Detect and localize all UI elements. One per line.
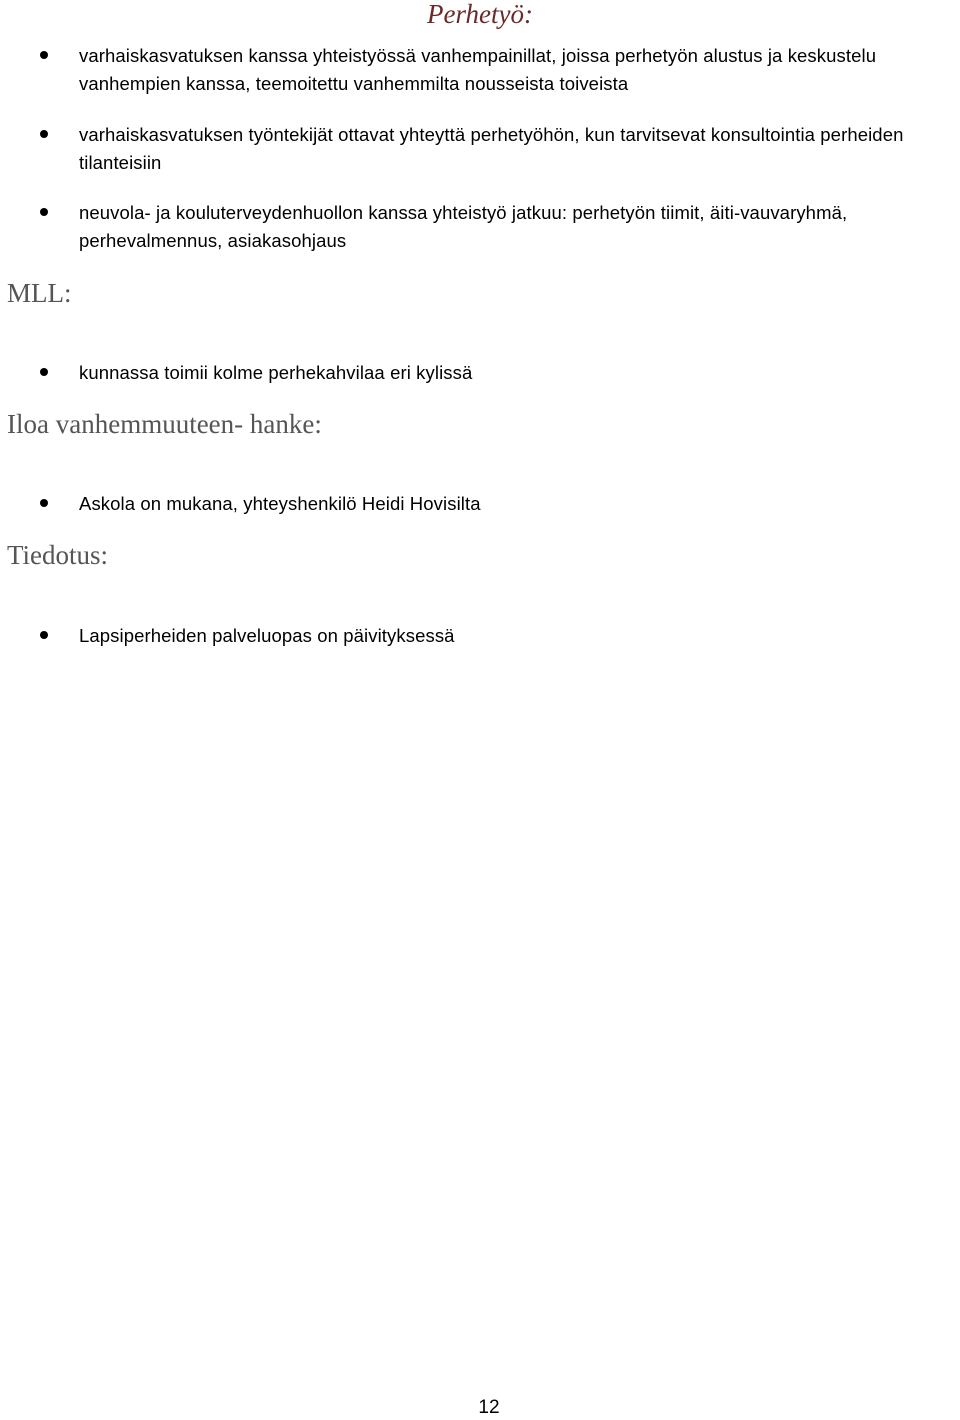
bullet-icon: [40, 368, 48, 376]
section-heading-perhetyo: Perhetyö:: [427, 0, 533, 29]
page-number: 12: [478, 1397, 500, 1418]
list-item-text: neuvola- ja kouluterveydenhuollon kanssa yhteistyö jatkuu: perhetyön tiimit, äiti-vauvaryhmä, perhevalmennus, asiakasohjaus: [79, 202, 848, 251]
list-item-text: varhaiskasvatuksen työntekijät ottavat yhteyttä perhetyöhön, kun tarvitsevat konsultointia perheiden tilanteisiin: [79, 124, 904, 173]
bullet-icon: [40, 499, 48, 507]
bullet-icon: [40, 130, 48, 138]
section-heading-tiedotus: Tiedotus:: [7, 540, 109, 570]
section-heading-iloa-vanhemmuuteen: Iloa vanhemmuuteen- hanke:: [7, 409, 322, 439]
section-heading-mll: MLL:: [7, 278, 72, 308]
list-item-text: kunnassa toimii kolme perhekahvilaa eri kylissä: [79, 362, 473, 383]
bullet-icon: [40, 51, 48, 59]
list-item-text: Lapsiperheiden palveluopas on päivityksessä: [79, 625, 455, 646]
list-item-text: varhaiskasvatuksen kanssa yhteistyössä vanhempainillat, joissa perhetyön alustus ja keskustelu vanhempien kanssa, teemoitettu vanhemmilta nousseista toiveista: [79, 45, 877, 94]
bullet-icon: [40, 208, 48, 216]
bullet-icon: [40, 631, 48, 639]
list-item-text: Askola on mukana, yhteyshenkilö Heidi Hovisilta: [79, 493, 481, 514]
